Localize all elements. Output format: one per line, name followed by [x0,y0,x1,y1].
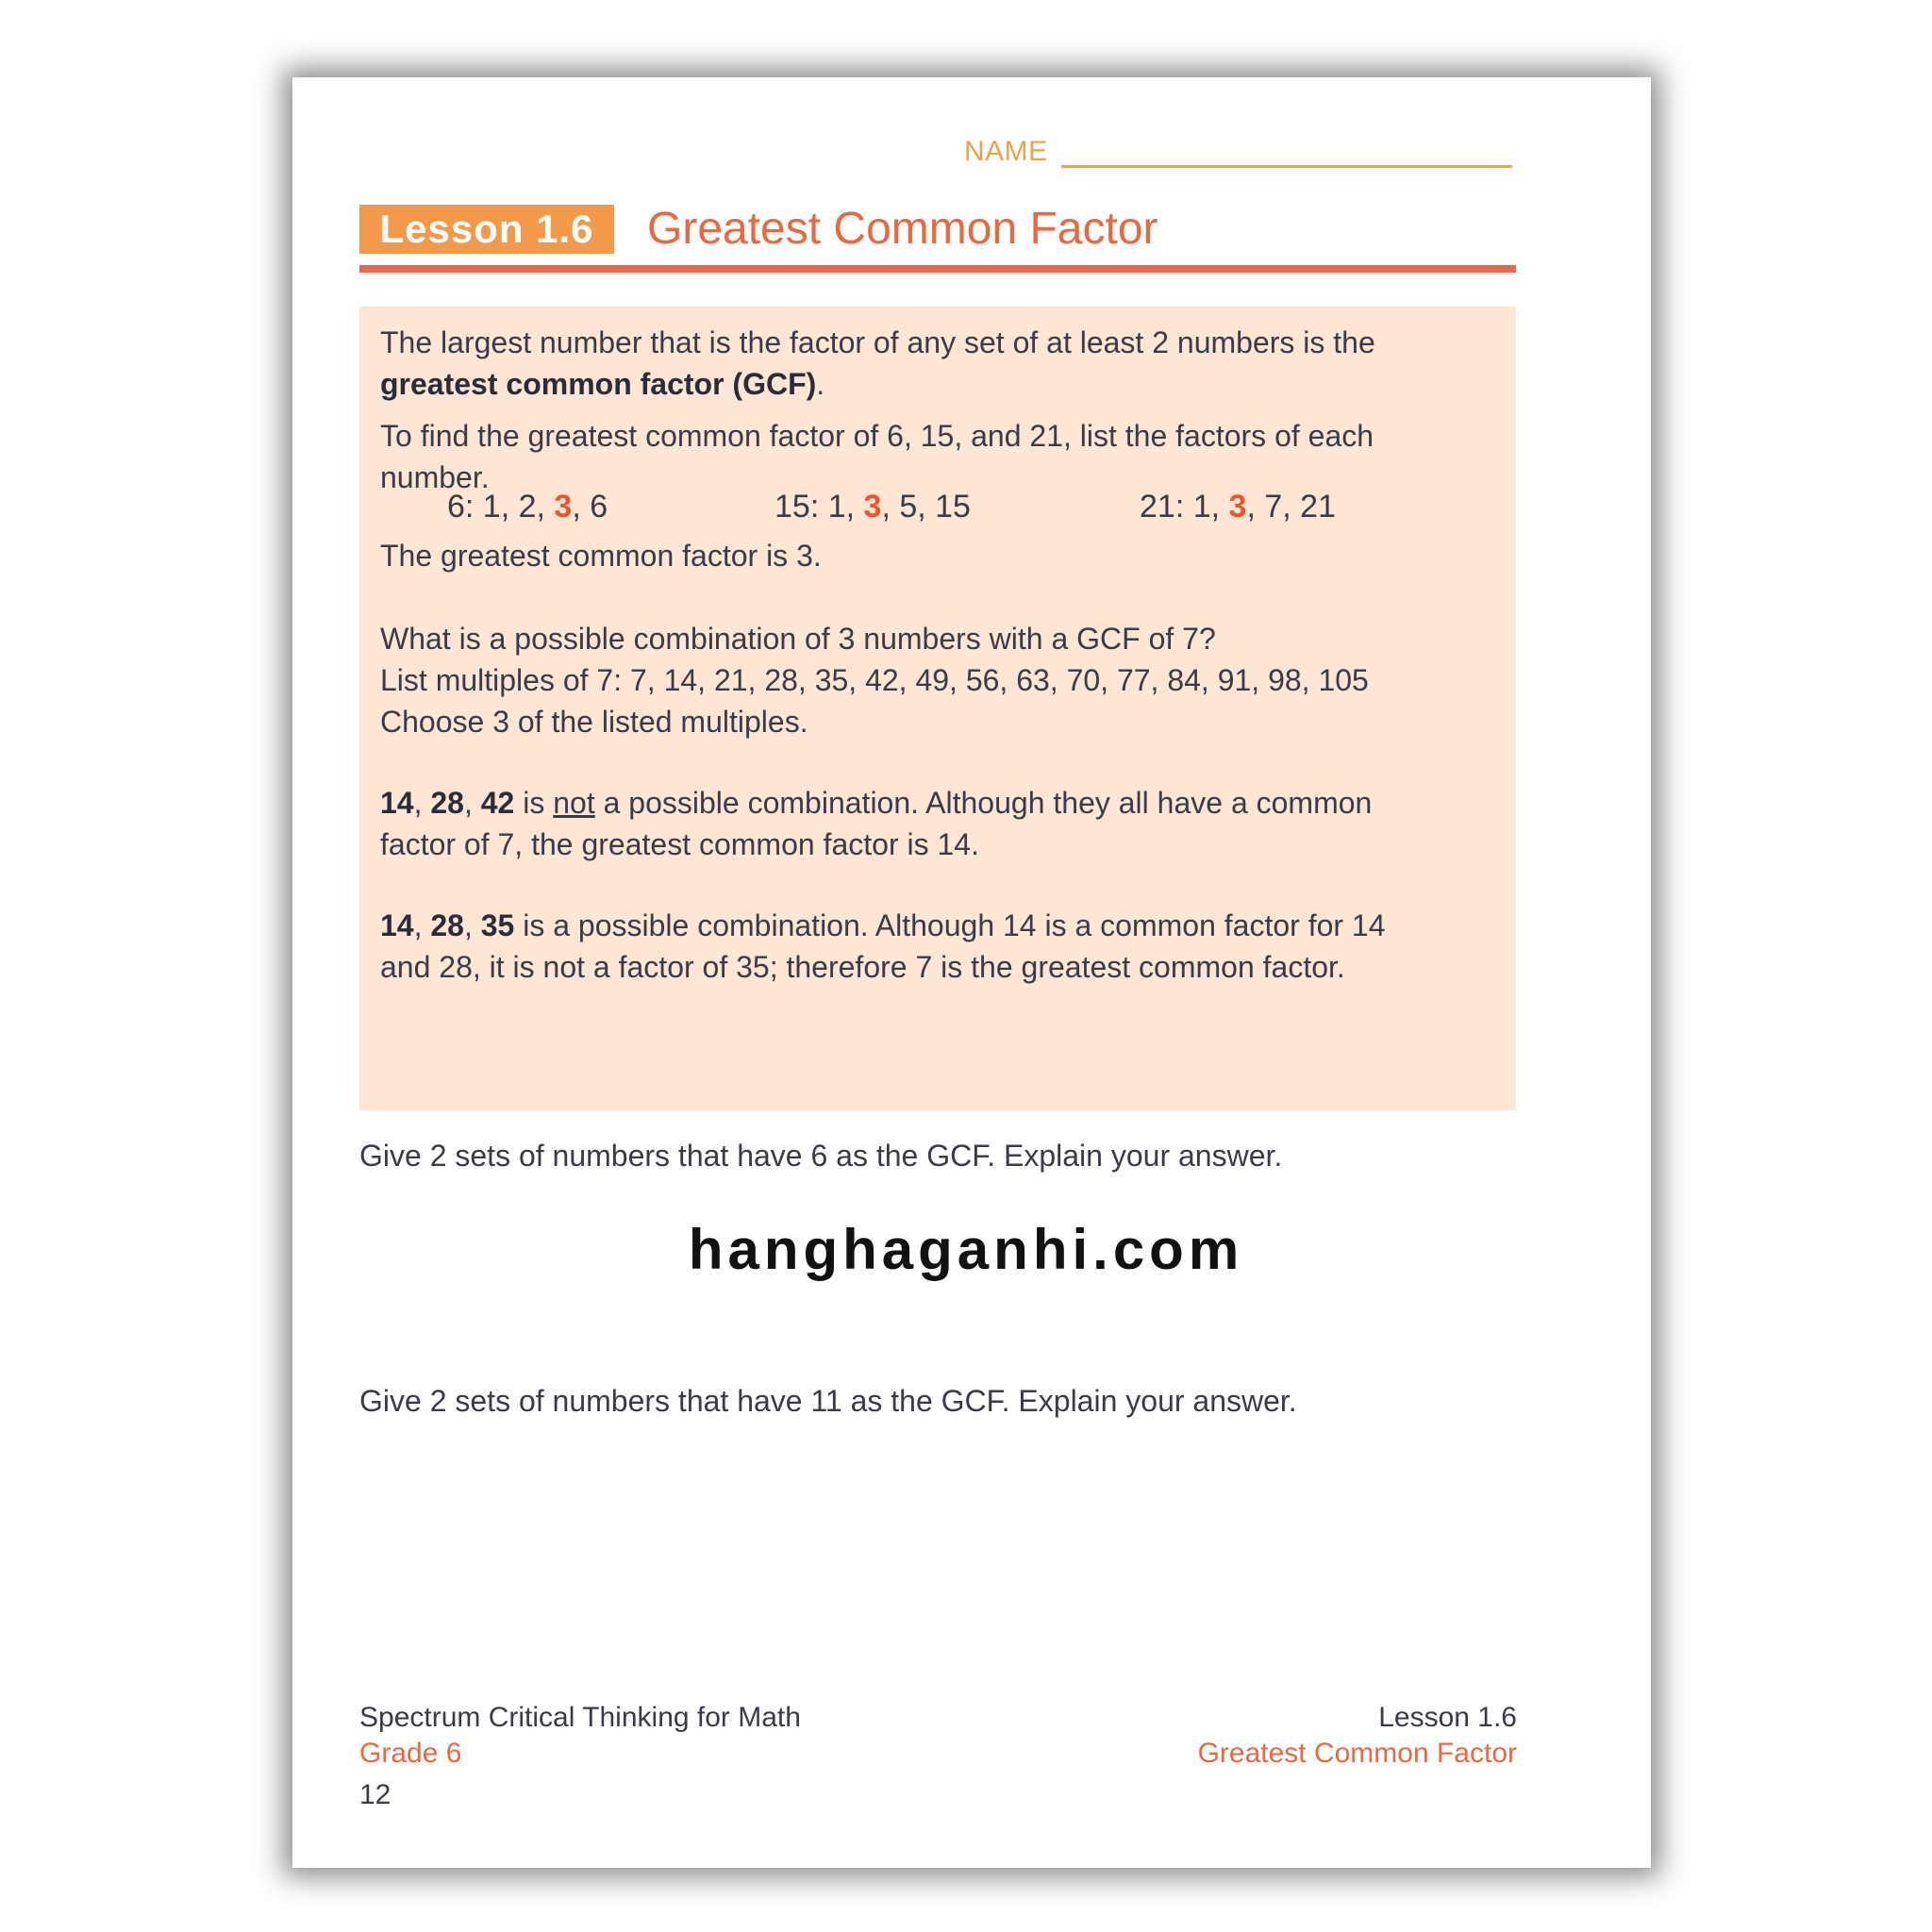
example-2-num: 35 [480,908,515,942]
method-line-1: To find the greatest common factor of 6, 15, and 21, list the factors of each [380,419,1374,453]
factors-6-common: 3 [554,489,573,525]
footer-lesson-title: Greatest Common Factor [1197,1738,1517,1769]
definition-line: The largest number that is the factor of any set of at least 2 numbers is the [380,325,1375,359]
gcf-result: The greatest common factor is 3. [380,539,822,573]
example-1-num: 42 [480,786,515,820]
lesson-title: Greatest Common Factor [647,204,1158,254]
name-label: NAME [964,136,1048,167]
example-1-num: 14 [380,786,414,820]
grade-label: Grade 6 [359,1738,462,1769]
example-1-not: not [553,786,595,820]
info-box [359,307,1516,1110]
example-1-num: 28 [430,786,464,820]
factors-6-suffix: , 6 [572,489,608,525]
exercise-question-1: Give 2 sets of numbers that have 6 as the GCF. Explain your answer. [359,1139,1283,1173]
factors-21 [1140,489,1336,525]
choose-line: Choose 3 of the listed multiples. [380,705,808,739]
factors-21-prefix: 21: 1, [1140,489,1229,525]
separator: , [463,908,481,942]
name-line [1061,139,1512,168]
example-2-rest: is a possible combination. Although 14 is a common factor for 14 [514,908,1386,942]
multiples-line: List multiples of 7: 7, 14, 21, 28, 35, 42, 49, 56, 63, 70, 77, 84, 91, 98, 105 [380,663,1369,697]
question-line: What is a possible combination of 3 numbers with a GCF of 7? [380,622,1216,656]
example-1-is: is [514,786,554,820]
factors-15-suffix: , 5, 15 [881,489,971,525]
gcf-term: greatest common factor (GCF) [380,367,817,401]
example-2-line-2: and 28, it is not a factor of 35; therefore 7 is the greatest common factor. [380,950,1345,984]
example-1 [380,782,1493,865]
example-1-rest: a possible combination. Although they all have a common [594,786,1373,820]
lesson-badge: Lesson 1.6 [359,205,614,254]
page-number: 12 [359,1779,391,1810]
footer-lesson: Lesson 1.6 [1378,1702,1517,1733]
definition-term-line [380,363,1493,405]
example-2 [380,905,1493,988]
example-2-line-1 [380,905,1493,946]
name-field [964,136,1512,168]
method-paragraph [380,415,1493,498]
worksheet-page [292,77,1651,1868]
method-line-2: number. [380,460,490,494]
factors-21-common: 3 [1228,489,1247,525]
watermark: hanghaganhi.com [688,1218,1244,1281]
footer-left [359,1700,801,1772]
factors-6 [447,489,608,525]
example-1-line-2: factor of 7, the greatest common factor is 14. [380,827,979,861]
separator: , [413,786,431,820]
footer-right [1198,1700,1517,1772]
example-2-num: 28 [430,908,464,942]
example-1-line-1 [380,782,1493,824]
factors-15-common: 3 [863,489,882,525]
separator: , [463,786,481,820]
header-rule [359,265,1516,273]
definition-paragraph [380,322,1493,405]
question-paragraph [380,618,1493,701]
separator: , [413,908,431,942]
exercise-question-2: Give 2 sets of numbers that have 11 as the GCF. Explain your answer. [359,1384,1297,1418]
factors-15 [774,489,971,525]
factors-21-suffix: , 7, 21 [1246,489,1336,525]
definition-period: . [816,367,825,401]
factors-6-prefix: 6: 1, 2, [447,489,555,525]
example-2-num: 14 [380,908,414,942]
factors-15-prefix: 15: 1, [774,489,864,525]
book-title: Spectrum Critical Thinking for Math [359,1702,801,1733]
